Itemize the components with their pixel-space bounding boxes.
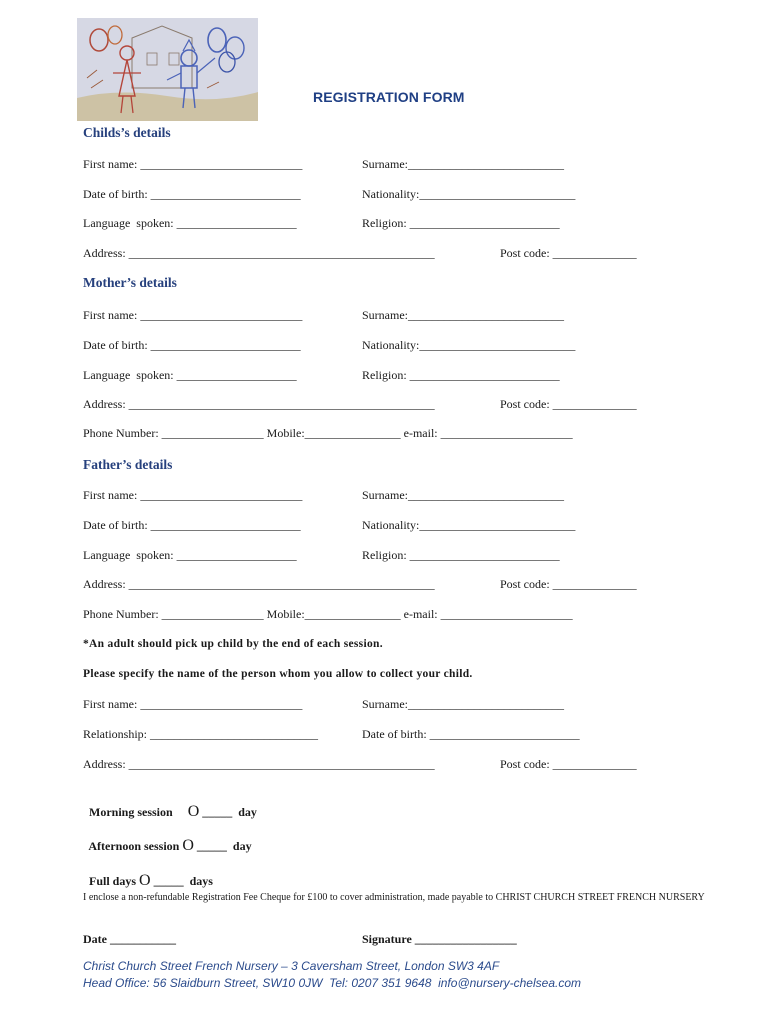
morning-session-days-field[interactable]: _____ day xyxy=(199,805,257,819)
pickup-instruction: Please specify the name of the person whom you allow to collect your child. xyxy=(83,668,473,680)
mother-religion-field[interactable]: Religion: _________________________ xyxy=(362,368,560,382)
mother-language-field[interactable]: Language spoken: ____________________ xyxy=(83,368,297,382)
child-religion-field[interactable]: Religion: _________________________ xyxy=(362,216,560,230)
pickup-relationship-field[interactable]: Relationship: ____________________________ xyxy=(83,727,318,741)
mother-surname-field[interactable]: Surname:__________________________ xyxy=(362,308,564,322)
full-days-count-field[interactable]: _____ days xyxy=(150,874,213,888)
morning-session-label: Morning session xyxy=(89,805,173,819)
mother-postcode-field[interactable]: Post code: ______________ xyxy=(500,397,637,411)
afternoon-session-row xyxy=(83,822,252,855)
father-first-name-field[interactable]: First name: ___________________________ xyxy=(83,488,303,502)
footer-address: Christ Church Street French Nursery – 3 Caversham Street, London SW3 4AF xyxy=(83,959,500,973)
morning-session-row xyxy=(83,788,257,821)
afternoon-session-radio[interactable]: O xyxy=(182,837,194,854)
signature-field[interactable]: Signature _________________ xyxy=(362,932,517,946)
mother-dob-field[interactable]: Date of birth: _________________________ xyxy=(83,338,301,352)
father-address-field[interactable]: Address: ___________________________________________________ xyxy=(83,577,435,591)
father-nationality-field[interactable]: Nationality:__________________________ xyxy=(362,518,576,532)
father-language-field[interactable]: Language spoken: ____________________ xyxy=(83,548,297,562)
father-postcode-field[interactable]: Post code: ______________ xyxy=(500,577,637,591)
child-surname-field[interactable]: Surname:__________________________ xyxy=(362,157,564,171)
father-details-heading: Father’s details xyxy=(83,457,173,472)
child-nationality-field[interactable]: Nationality:__________________________ xyxy=(362,187,576,201)
pickup-first-name-field[interactable]: First name: ___________________________ xyxy=(83,697,303,711)
pickup-notice: *An adult should pick up child by the end of each session. xyxy=(83,638,383,650)
pickup-postcode-field[interactable]: Post code: ______________ xyxy=(500,757,637,771)
mother-first-name-field[interactable]: First name: ___________________________ xyxy=(83,308,303,322)
father-dob-field[interactable]: Date of birth: _________________________ xyxy=(83,518,301,532)
mother-phone-field[interactable]: Phone Number: _________________ Mobile:________________ e-mail: ______________________ xyxy=(83,426,573,440)
child-postcode-field[interactable]: Post code: ______________ xyxy=(500,246,637,260)
full-days-label: Full days xyxy=(89,874,137,888)
mother-address-field[interactable]: Address: ___________________________________________________ xyxy=(83,397,435,411)
morning-session-radio[interactable]: O xyxy=(187,803,200,820)
father-surname-field[interactable]: Surname:__________________________ xyxy=(362,488,564,502)
child-address-field[interactable]: Address: ___________________________________________________ xyxy=(83,246,435,260)
father-religion-field[interactable]: Religion: _________________________ xyxy=(362,548,560,562)
form-title: REGISTRATION FORM xyxy=(313,89,465,105)
pickup-address-field[interactable]: Address: ___________________________________________________ xyxy=(83,757,435,771)
mother-details-heading: Mother’s details xyxy=(83,275,177,290)
child-details-heading: Childs’s details xyxy=(83,125,171,140)
afternoon-session-days-field[interactable]: _____ day xyxy=(193,839,252,853)
full-days-radio[interactable]: O xyxy=(139,872,151,889)
registration-fee-statement: I enclose a non-refundable Registration Fee Cheque for £100 to cover administration, made payable to CHRIST CHURCH STREET FRENCH NURSERY xyxy=(83,892,705,903)
afternoon-session-label: Afternoon session xyxy=(88,839,180,853)
child-dob-field[interactable]: Date of birth: _________________________ xyxy=(83,187,301,201)
full-days-row xyxy=(83,857,213,890)
father-phone-field[interactable]: Phone Number: _________________ Mobile:________________ e-mail: ______________________ xyxy=(83,607,573,621)
date-field[interactable]: Date ___________ xyxy=(83,932,176,946)
mother-nationality-field[interactable]: Nationality:__________________________ xyxy=(362,338,576,352)
footer-head-office: Head Office: 56 Slaidburn Street, SW10 0JW Tel: 0207 351 9648 info@nursery-chelsea.com xyxy=(83,976,581,990)
pickup-dob-field[interactable]: Date of birth: _________________________ xyxy=(362,727,580,741)
nursery-logo-drawing xyxy=(77,18,258,121)
pickup-surname-field[interactable]: Surname:__________________________ xyxy=(362,697,564,711)
child-language-field[interactable]: Language spoken: ____________________ xyxy=(83,216,297,230)
child-first-name-field[interactable]: First name: ___________________________ xyxy=(83,157,303,171)
